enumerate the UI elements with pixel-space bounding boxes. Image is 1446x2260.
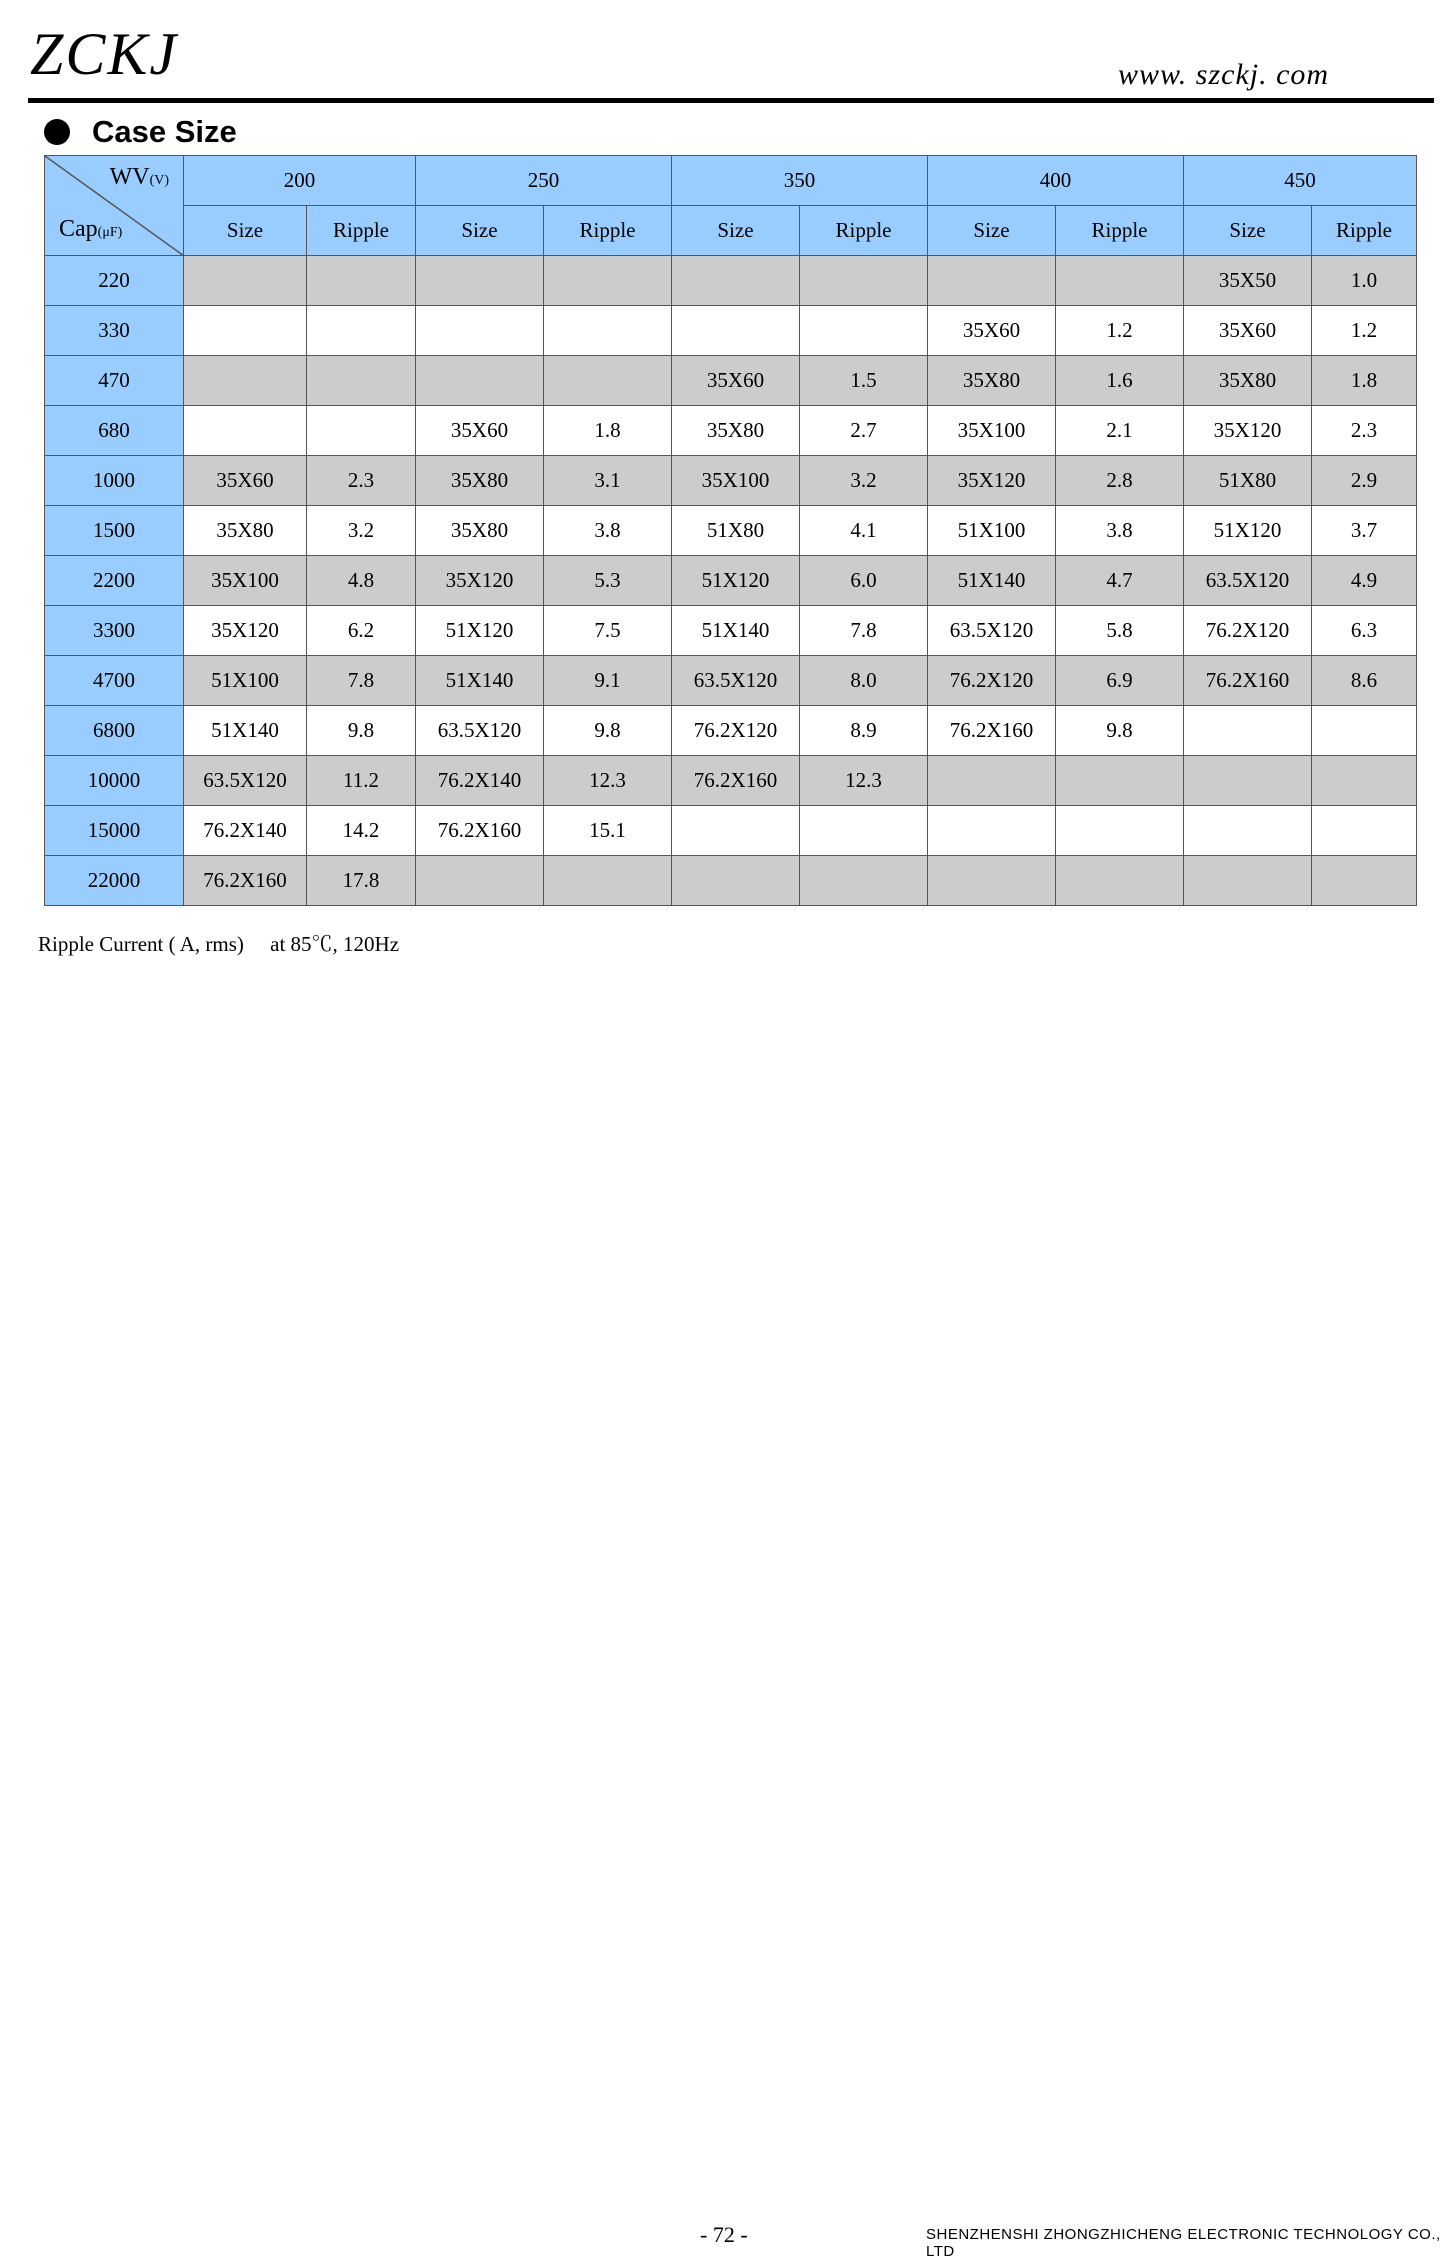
ripple-cell: 3.1	[544, 456, 672, 506]
capacitance-cell: 3300	[45, 606, 184, 656]
case-size-cell: 35X80	[416, 506, 544, 556]
case-size-cell	[672, 306, 800, 356]
capacitance-cell: 1000	[45, 456, 184, 506]
capacitance-cell: 1500	[45, 506, 184, 556]
case-size-cell: 35X120	[928, 456, 1056, 506]
voltage-header: 200	[184, 156, 416, 206]
case-size-cell	[928, 256, 1056, 306]
size-column-header: Size	[1184, 206, 1312, 256]
size-column-header: Size	[928, 206, 1056, 256]
ripple-column-header: Ripple	[307, 206, 416, 256]
table-body	[45, 256, 1417, 906]
ripple-cell: 6.2	[307, 606, 416, 656]
case-size-table	[44, 155, 1417, 906]
case-size-cell: 35X120	[1184, 406, 1312, 456]
table-row	[45, 456, 1417, 506]
ripple-cell: 1.8	[544, 406, 672, 456]
case-size-cell: 35X100	[928, 406, 1056, 456]
capacitance-cell: 680	[45, 406, 184, 456]
voltage-header: 250	[416, 156, 672, 206]
case-size-cell: 35X60	[184, 456, 307, 506]
wv-label: WV(V)	[109, 164, 169, 190]
table-corner-header	[45, 156, 184, 256]
case-size-cell: 63.5X120	[928, 606, 1056, 656]
case-size-cell	[1184, 756, 1312, 806]
case-size-cell: 51X140	[928, 556, 1056, 606]
ripple-cell: 8.0	[800, 656, 928, 706]
ripple-cell	[1312, 856, 1417, 906]
table-row	[45, 406, 1417, 456]
case-size-cell: 76.2X160	[1184, 656, 1312, 706]
ripple-cell	[1056, 806, 1184, 856]
ripple-cell	[800, 856, 928, 906]
case-size-cell: 35X60	[416, 406, 544, 456]
ripple-cell: 9.8	[1056, 706, 1184, 756]
case-size-cell: 35X100	[672, 456, 800, 506]
ripple-cell	[544, 256, 672, 306]
ripple-cell	[800, 306, 928, 356]
size-column-header: Size	[672, 206, 800, 256]
ripple-cell: 6.9	[1056, 656, 1184, 706]
case-size-cell: 35X80	[672, 406, 800, 456]
case-size-cell	[672, 256, 800, 306]
case-size-cell: 35X60	[928, 306, 1056, 356]
section-heading	[44, 112, 237, 152]
table-row	[45, 806, 1417, 856]
case-size-cell	[672, 856, 800, 906]
capacitance-cell: 220	[45, 256, 184, 306]
ripple-cell: 3.8	[544, 506, 672, 556]
header-divider	[28, 98, 1434, 103]
cap-label: Cap(μF)	[59, 216, 123, 242]
case-size-cell	[928, 756, 1056, 806]
ripple-column-header: Ripple	[544, 206, 672, 256]
ripple-cell: 2.7	[800, 406, 928, 456]
voltage-header: 350	[672, 156, 928, 206]
table-row	[45, 856, 1417, 906]
capacitance-cell: 470	[45, 356, 184, 406]
case-size-cell: 63.5X120	[672, 656, 800, 706]
ripple-cell: 2.3	[1312, 406, 1417, 456]
ripple-cell	[1312, 756, 1417, 806]
voltage-header: 400	[928, 156, 1184, 206]
case-size-cell	[184, 356, 307, 406]
case-size-cell: 51X120	[672, 556, 800, 606]
table-row	[45, 656, 1417, 706]
case-size-cell: 76.2X140	[416, 756, 544, 806]
ripple-cell: 1.5	[800, 356, 928, 406]
ripple-cell: 8.9	[800, 706, 928, 756]
ripple-cell	[1312, 806, 1417, 856]
ripple-cell	[307, 256, 416, 306]
ripple-cell: 4.9	[1312, 556, 1417, 606]
table-row	[45, 256, 1417, 306]
capacitance-cell: 2200	[45, 556, 184, 606]
case-size-cell: 76.2X160	[416, 806, 544, 856]
ripple-cell: 1.0	[1312, 256, 1417, 306]
case-size-cell: 35X80	[928, 356, 1056, 406]
capacitance-cell: 330	[45, 306, 184, 356]
table-row	[45, 606, 1417, 656]
company-logo: ZCKJ	[30, 21, 179, 87]
case-size-cell	[416, 306, 544, 356]
case-size-cell: 76.2X120	[928, 656, 1056, 706]
ripple-cell: 9.8	[307, 706, 416, 756]
case-size-cell	[1184, 706, 1312, 756]
ripple-cell: 3.7	[1312, 506, 1417, 556]
case-size-cell: 76.2X120	[1184, 606, 1312, 656]
ripple-cell	[544, 356, 672, 406]
ripple-cell: 12.3	[544, 756, 672, 806]
case-size-cell	[184, 406, 307, 456]
table-row	[45, 306, 1417, 356]
case-size-cell: 51X100	[928, 506, 1056, 556]
case-size-cell: 35X60	[672, 356, 800, 406]
case-size-cell	[416, 356, 544, 406]
capacitance-cell: 22000	[45, 856, 184, 906]
case-size-cell: 35X80	[1184, 356, 1312, 406]
ripple-cell: 9.1	[544, 656, 672, 706]
ripple-cell: 12.3	[800, 756, 928, 806]
capacitance-cell: 6800	[45, 706, 184, 756]
case-size-cell: 51X80	[672, 506, 800, 556]
case-size-cell	[1184, 806, 1312, 856]
case-size-cell: 35X60	[1184, 306, 1312, 356]
ripple-cell	[1056, 856, 1184, 906]
case-size-cell: 51X140	[672, 606, 800, 656]
case-size-cell: 51X140	[184, 706, 307, 756]
case-size-cell: 35X100	[184, 556, 307, 606]
case-size-cell: 51X80	[1184, 456, 1312, 506]
ripple-column-header: Ripple	[1312, 206, 1417, 256]
section-title: Case Size	[92, 114, 237, 149]
ripple-cell: 8.6	[1312, 656, 1417, 706]
ripple-cell: 1.2	[1056, 306, 1184, 356]
case-size-cell: 63.5X120	[416, 706, 544, 756]
case-size-cell: 63.5X120	[184, 756, 307, 806]
ripple-cell	[307, 356, 416, 406]
case-size-cell: 51X140	[416, 656, 544, 706]
ripple-cell: 4.1	[800, 506, 928, 556]
table-row	[45, 706, 1417, 756]
table-row	[45, 356, 1417, 406]
ripple-cell: 14.2	[307, 806, 416, 856]
capacitance-cell: 10000	[45, 756, 184, 806]
case-size-cell: 51X100	[184, 656, 307, 706]
case-size-cell: 35X80	[184, 506, 307, 556]
case-size-cell: 76.2X160	[672, 756, 800, 806]
table-row	[45, 556, 1417, 606]
ripple-cell: 1.8	[1312, 356, 1417, 406]
ripple-cell: 7.5	[544, 606, 672, 656]
capacitance-cell: 4700	[45, 656, 184, 706]
case-size-cell: 63.5X120	[1184, 556, 1312, 606]
ripple-cell: 11.2	[307, 756, 416, 806]
case-size-cell	[672, 806, 800, 856]
ripple-cell	[1056, 256, 1184, 306]
ripple-cell: 3.8	[1056, 506, 1184, 556]
size-column-header: Size	[184, 206, 307, 256]
voltage-header: 450	[1184, 156, 1417, 206]
ripple-cell	[544, 306, 672, 356]
case-size-cell: 35X50	[1184, 256, 1312, 306]
ripple-cell	[544, 856, 672, 906]
ripple-cell: 2.8	[1056, 456, 1184, 506]
ripple-current-note: Ripple Current ( A, rms) at 85℃, 120Hz	[38, 932, 400, 956]
ripple-cell	[800, 256, 928, 306]
ripple-cell: 7.8	[800, 606, 928, 656]
ripple-cell	[800, 806, 928, 856]
ripple-cell: 2.3	[307, 456, 416, 506]
ripple-cell: 9.8	[544, 706, 672, 756]
case-size-cell	[416, 256, 544, 306]
ripple-cell: 17.8	[307, 856, 416, 906]
size-column-header: Size	[416, 206, 544, 256]
ripple-cell: 4.7	[1056, 556, 1184, 606]
case-size-cell	[416, 856, 544, 906]
ripple-cell: 3.2	[307, 506, 416, 556]
ripple-cell: 5.8	[1056, 606, 1184, 656]
case-size-cell	[1184, 856, 1312, 906]
website-url[interactable]: www. szckj. com	[1118, 58, 1330, 91]
ripple-cell: 7.8	[307, 656, 416, 706]
case-size-cell: 76.2X160	[928, 706, 1056, 756]
ripple-cell: 1.6	[1056, 356, 1184, 406]
case-size-cell: 76.2X160	[184, 856, 307, 906]
company-name: SHENZHENSHI ZHONGZHICHENG ELECTRONIC TECHNOLOGY CO., LTD	[926, 2226, 1441, 2260]
case-size-cell	[928, 856, 1056, 906]
case-size-cell: 51X120	[416, 606, 544, 656]
ripple-cell: 5.3	[544, 556, 672, 606]
case-size-cell: 76.2X120	[672, 706, 800, 756]
table-row	[45, 756, 1417, 806]
ripple-cell: 2.9	[1312, 456, 1417, 506]
case-size-cell: 51X120	[1184, 506, 1312, 556]
ripple-cell: 6.3	[1312, 606, 1417, 656]
ripple-cell: 4.8	[307, 556, 416, 606]
table-row	[45, 506, 1417, 556]
ripple-cell	[1312, 706, 1417, 756]
case-size-cell	[184, 306, 307, 356]
ripple-cell: 15.1	[544, 806, 672, 856]
ripple-cell	[307, 306, 416, 356]
bullet-icon	[44, 119, 70, 145]
ripple-cell	[1056, 756, 1184, 806]
capacitance-cell: 15000	[45, 806, 184, 856]
ripple-cell: 3.2	[800, 456, 928, 506]
case-size-cell: 35X120	[184, 606, 307, 656]
ripple-cell	[307, 406, 416, 456]
case-size-cell	[184, 256, 307, 306]
case-size-cell: 35X120	[416, 556, 544, 606]
ripple-cell: 2.1	[1056, 406, 1184, 456]
case-size-cell: 76.2X140	[184, 806, 307, 856]
case-size-cell: 35X80	[416, 456, 544, 506]
case-size-cell	[928, 806, 1056, 856]
page-number: - 72 -	[700, 2222, 748, 2247]
ripple-column-header: Ripple	[1056, 206, 1184, 256]
ripple-column-header: Ripple	[800, 206, 928, 256]
ripple-cell: 1.2	[1312, 306, 1417, 356]
ripple-cell: 6.0	[800, 556, 928, 606]
